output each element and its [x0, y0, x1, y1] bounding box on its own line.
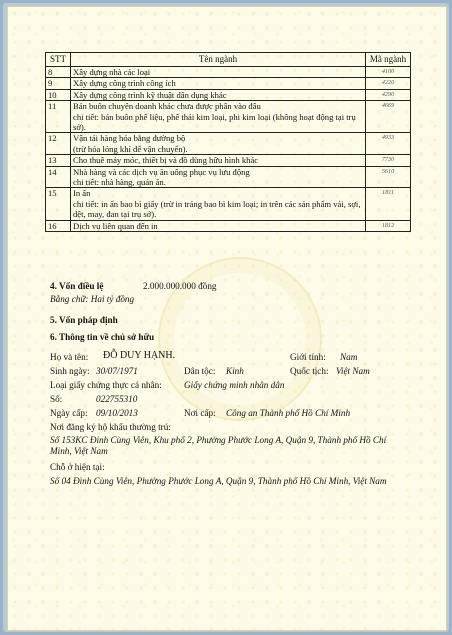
row-stt: 12: [46, 133, 71, 155]
row-industry: In ấn chi tiết: in ấn bao bì giấy (trừ in tráng bao bì kim loại; in trên các sản phẩm vải, sợi, dệt, may, đan tại trụ sở).: [71, 188, 366, 220]
col-header-stt: STT: [46, 53, 71, 67]
permanent-address-value: Số 153KC Đinh Cùng Viên, Khu phố 2, Phường Phước Long A, Quận 9, Thành phố Hồ Chí Minh, Việt Nam: [50, 435, 387, 456]
issue-date-value: 09/10/2013: [96, 408, 138, 418]
row-code: 5610: [366, 166, 411, 188]
owner-info-heading: 6. Thông tin về chủ sở hữu: [50, 332, 155, 342]
row-code: 4220: [366, 78, 411, 89]
col-header-code: Mã ngành: [366, 53, 411, 67]
nationality-label: Quốc tịch:: [290, 366, 329, 376]
row-stt: 16: [46, 220, 71, 231]
table-row: [46, 166, 411, 188]
row-stt: 9: [46, 78, 71, 89]
row-stt: 8: [46, 67, 71, 78]
owner-name-value: ĐỖ DUY HẠNH.: [103, 350, 176, 361]
current-address-value: Số 04 Đình Cùng Viên, Phường Phước Long A, Quận 9, Thành phố Hồ Chí Minh, Việt Nam: [50, 476, 387, 486]
table-row: [46, 220, 411, 231]
table-row: [46, 78, 411, 89]
charter-capital-words: Bằng chữ: Hai tỷ đồng: [50, 294, 135, 304]
row-code: 4669: [366, 101, 411, 133]
row-code: 1812: [366, 220, 411, 231]
owner-name-label: Họ và tên:: [50, 352, 89, 362]
gender-value: Nam: [340, 352, 358, 362]
gender-label: Giới tính:: [290, 352, 326, 362]
row-stt: 15: [46, 188, 71, 220]
nationality-value: Việt Nam: [336, 366, 370, 376]
business-lines-table: [45, 52, 411, 232]
permanent-address-label: Nơi đăng ký hộ khẩu thường trú:: [50, 422, 171, 432]
charter-capital-amount: 2.000.000.000 đồng: [143, 281, 217, 291]
row-industry: Bán buôn chuyên doanh khác chưa được phân vào đâu chi tiết: bán buôn phế liệu, phế thải kim loại, phi kim loại (không hoạt động tại trụ sở).: [71, 101, 366, 133]
row-code: 4290: [366, 89, 411, 100]
id-type-label: Loại giấy chứng thực cá nhân:: [50, 380, 162, 390]
table-row: [46, 101, 411, 133]
col-header-name: Tên ngành: [71, 53, 366, 67]
table-row: [46, 89, 411, 100]
table-row: [46, 133, 411, 155]
row-stt: 10: [46, 89, 71, 100]
dob-label: Sinh ngày:: [50, 366, 90, 376]
table-header-row: [46, 53, 411, 67]
dob-value: 30/07/1971: [96, 366, 138, 376]
issue-place-label: Nơi cấp:: [184, 408, 216, 418]
row-industry: Nhà hàng và các dịch vụ ăn uống phục vụ lưu động chi tiết: nhà hàng, quán ăn.: [71, 166, 366, 188]
id-type-value: Giấy chứng minh nhân dân: [184, 380, 285, 390]
id-number-value: 022755310: [96, 394, 138, 404]
row-code: 7730: [366, 155, 411, 166]
row-code: 4100: [366, 67, 411, 78]
row-industry: Xây dựng nhà các loại: [71, 67, 366, 78]
row-code: 1811: [366, 188, 411, 220]
row-stt: 11: [46, 101, 71, 133]
ethnicity-label: Dân tộc:: [184, 366, 216, 376]
legal-capital-heading: 5. Vốn pháp định: [50, 315, 118, 325]
row-industry: Xây dựng công trình kỹ thuật dân dụng khác: [71, 89, 366, 100]
ethnicity-value: Kinh: [226, 366, 244, 376]
table-row: [46, 67, 411, 78]
current-address-label: Chỗ ở hiện tại:: [50, 462, 105, 472]
charter-capital-heading: 4. Vốn điều lệ: [50, 281, 104, 291]
row-industry: Dịch vụ liên quan đến in: [71, 220, 366, 231]
row-industry: Vận tải hàng hóa bằng đường bộ (trừ hóa lỏng khí để vận chuyển).: [71, 133, 366, 155]
row-stt: 13: [46, 155, 71, 166]
issue-date-label: Ngày cấp:: [50, 408, 88, 418]
row-code: 4933: [366, 133, 411, 155]
row-industry: Cho thuê máy móc, thiết bị và đồ dùng hữu hình khác: [71, 155, 366, 166]
table-row: [46, 155, 411, 166]
id-number-label: Số:: [50, 394, 63, 404]
issue-place-value: Công an Thành phố Hồ Chí Minh: [226, 408, 351, 418]
row-industry: Xây dựng công trình công ích: [71, 78, 366, 89]
row-stt: 14: [46, 166, 71, 188]
table-row: [46, 188, 411, 220]
